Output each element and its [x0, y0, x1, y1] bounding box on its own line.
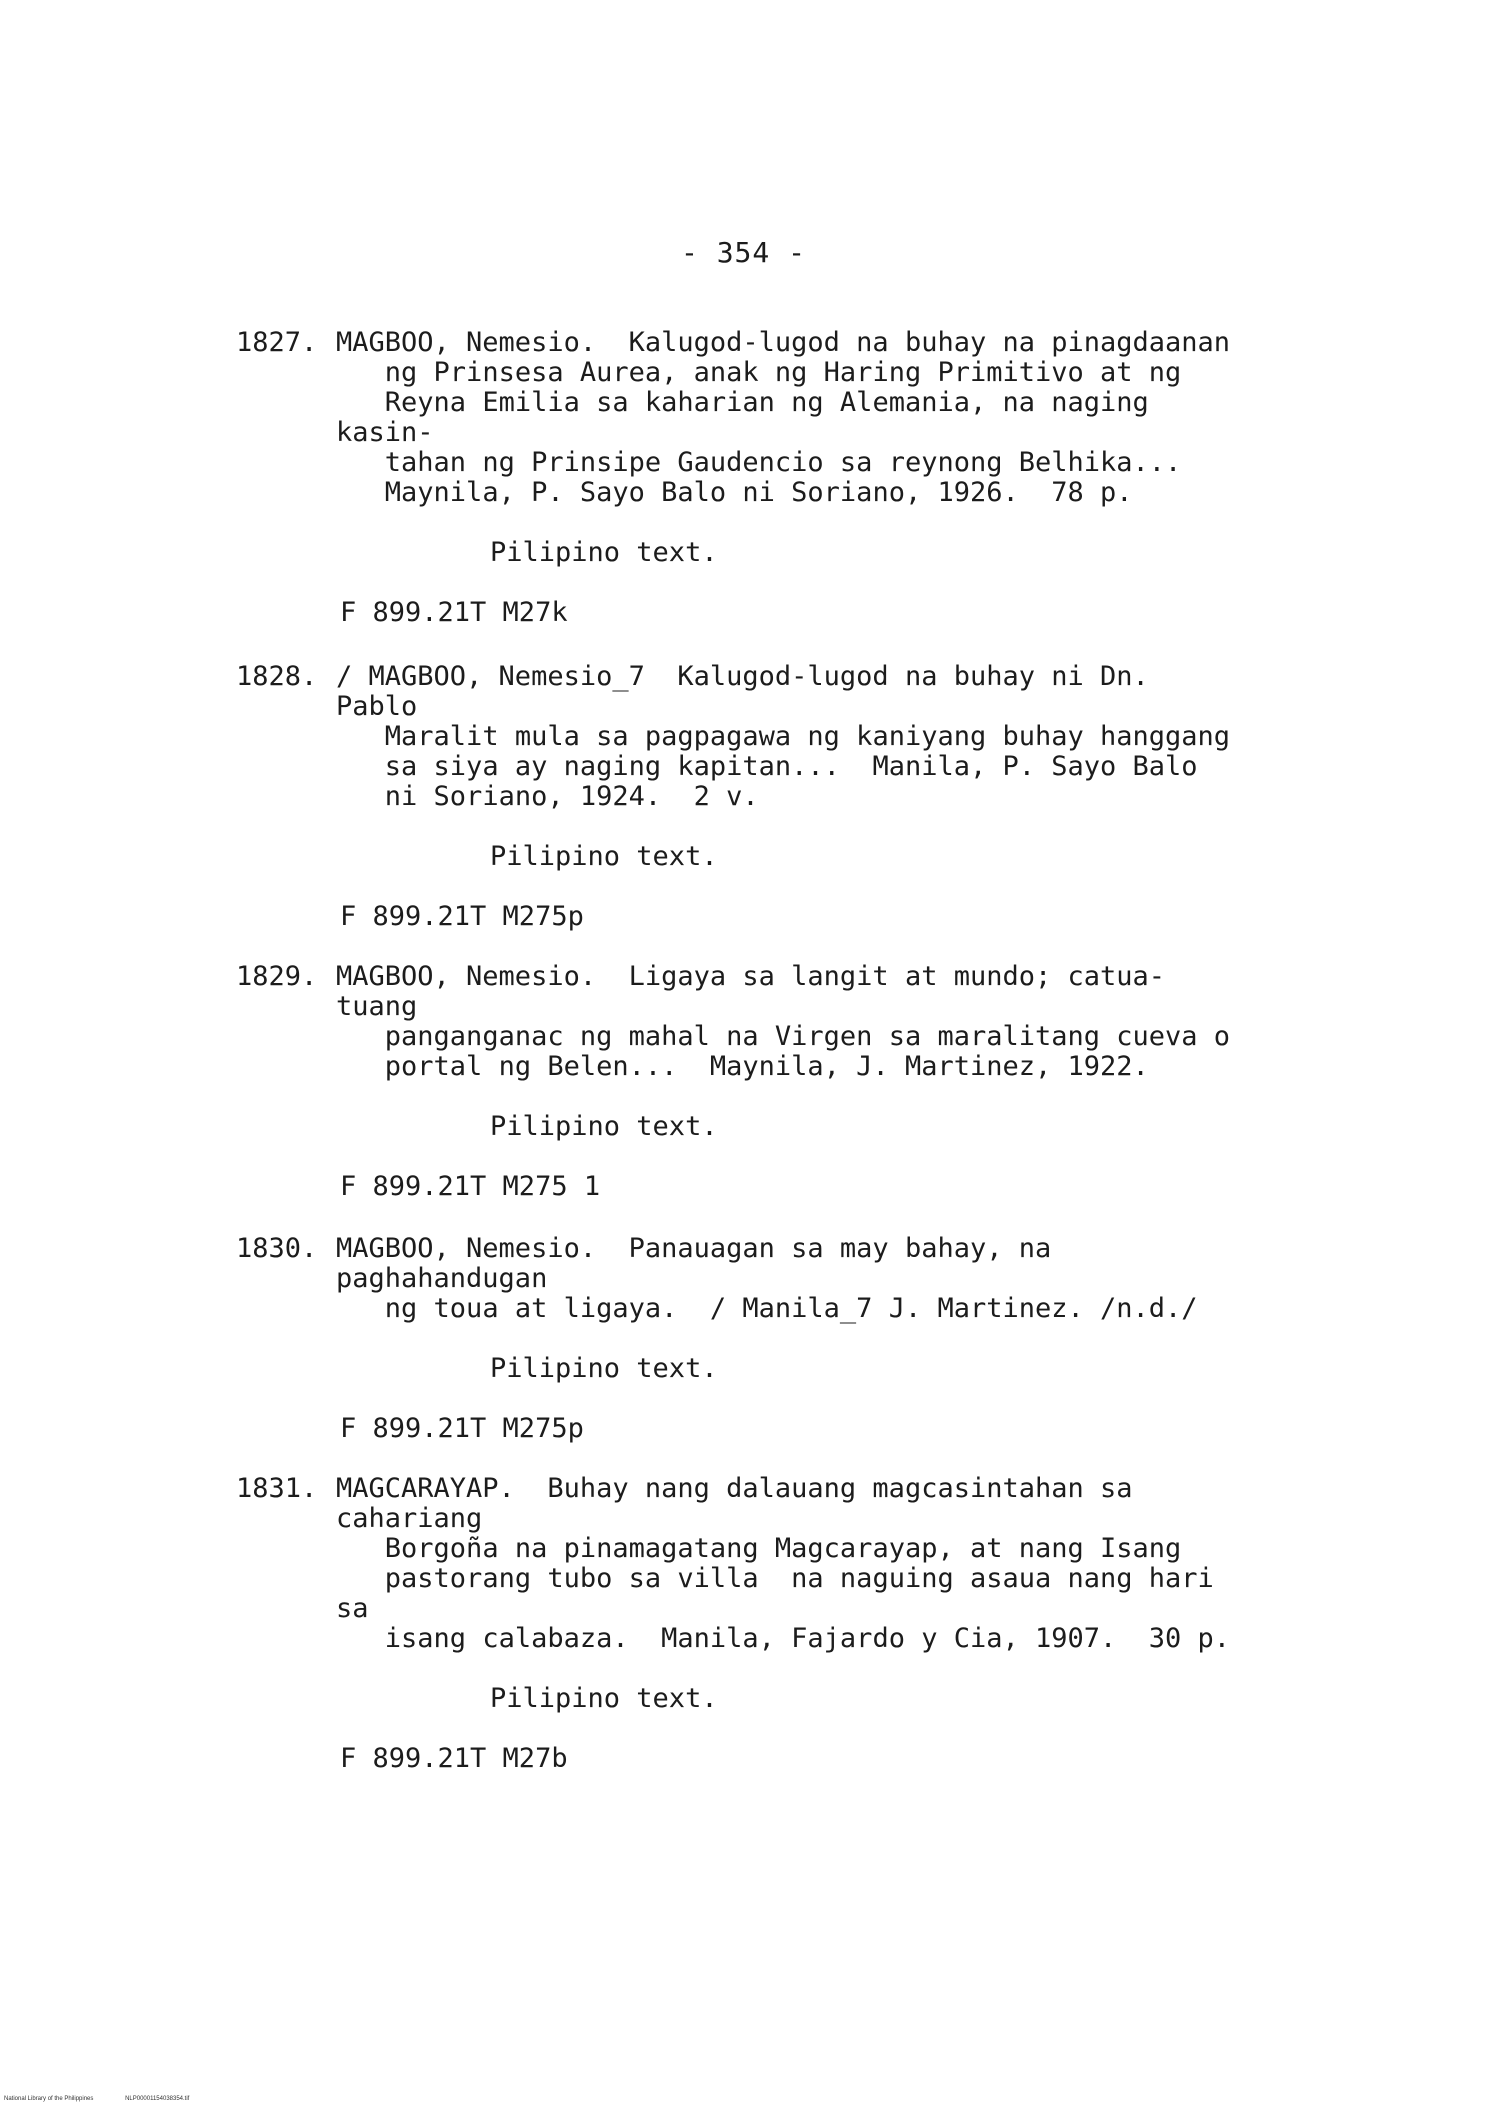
- entry-call-number: F 899.21T M275p: [340, 901, 584, 932]
- entry-description: MAGCARAYAP. Buhay nang dalauang magcasintahan sa cahariang Borgoña na pinamagatang Magcarayap, at nang Isang pastorang tubo sa villa na naguing asaua nang hari sa isang calabaza. Manila, Fajardo y Cia, 1907. 30 p.: [336, 1473, 1231, 1654]
- catalog-entry: [236, 662, 1246, 932]
- entry-call-number: F 899.21T M27b: [340, 1743, 568, 1774]
- entry-call-number: F 899.21T M275 1: [340, 1171, 601, 1202]
- entry-call-number: F 899.21T M27k: [340, 597, 568, 628]
- catalog-entry: [236, 1474, 1246, 1774]
- footer-file-id: NLP00001154038354.tif: [125, 2096, 190, 2102]
- entry-description: MAGBOO, Nemesio. Ligaya sa langit at mundo; catua-tuang panganganac ng mahal na Virgen sa maralitang cueva o portal ng Belen... Maynila, J. Martinez, 1922.: [336, 961, 1231, 1082]
- entry-description: MAGBOO, Nemesio. Kalugod-lugod na buhay na pinagdaanan ng Prinsesa Aurea, anak ng Haring Primitivo at ng Reyna Emilia sa kaharian ng Alemania, na naging kasin- tahan ng Prinsipe Gaudencio sa reynong Belhika... Maynila, P. Sayo Balo ni Soriano, 1926. 78 p.: [336, 327, 1231, 508]
- entry-number: 1830.: [236, 1233, 318, 1264]
- scan-footer: [4, 2096, 219, 2102]
- entry-language-note: Pilipino text.: [490, 537, 718, 568]
- entry-language-note: Pilipino text.: [490, 1683, 718, 1714]
- page-number: - 354 -: [680, 236, 806, 269]
- footer-library: National Library of the Philippines: [4, 2096, 94, 2102]
- catalog-entry: [236, 328, 1246, 628]
- entry-language-note: Pilipino text.: [490, 1353, 718, 1384]
- entry-description: / MAGBOO, Nemesio_7 Kalugod-lugod na buhay ni Dn. Pablo Maralit mula sa pagpagawa ng kaniyang buhay hanggang sa siya ay naging kapitan... Manila, P. Sayo Balo ni Soriano, 1924. 2 v.: [336, 661, 1231, 812]
- catalog-entry: [236, 962, 1246, 1202]
- entry-number: 1828.: [236, 661, 318, 692]
- entry-number: 1827.: [236, 327, 318, 358]
- entry-description: MAGBOO, Nemesio. Panauagan sa may bahay, na paghahandugan ng toua at ligaya. / Manila_7 J. Martinez. /n.d./: [336, 1233, 1198, 1324]
- catalog-entry: [236, 1234, 1246, 1444]
- entry-number: 1831.: [236, 1473, 318, 1504]
- entry-language-note: Pilipino text.: [490, 1111, 718, 1142]
- entry-language-note: Pilipino text.: [490, 841, 718, 872]
- entry-call-number: F 899.21T M275p: [340, 1413, 584, 1444]
- entry-number: 1829.: [236, 961, 318, 992]
